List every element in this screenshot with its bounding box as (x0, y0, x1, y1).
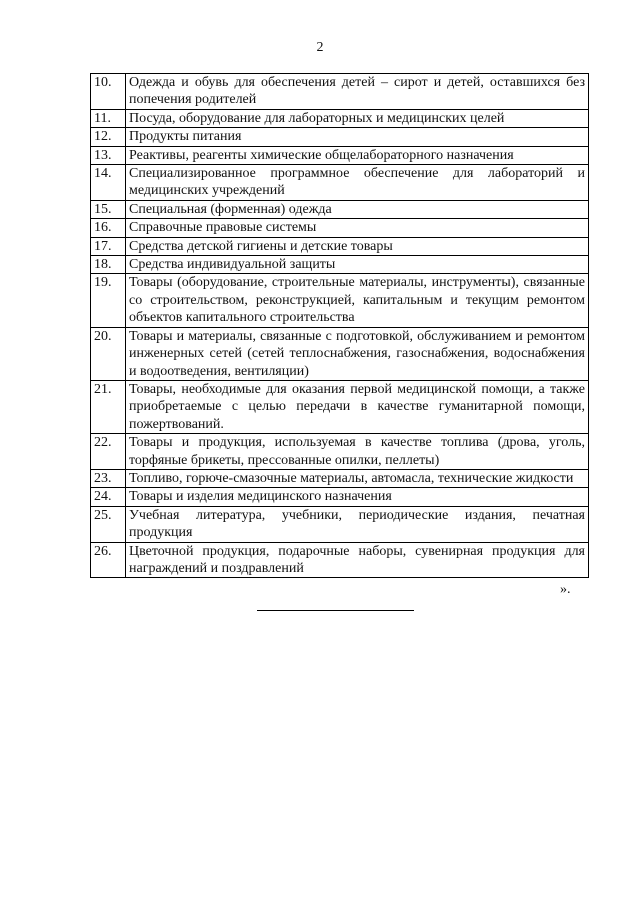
row-number: 10. (91, 74, 126, 110)
row-number: 16. (91, 219, 126, 237)
row-description: Справочные правовые системы (126, 219, 589, 237)
table-row (91, 146, 589, 164)
items-table (90, 73, 589, 578)
table-row (91, 219, 589, 237)
row-number: 25. (91, 506, 126, 542)
table-row (91, 200, 589, 218)
table-row (91, 74, 589, 110)
row-description: Средства индивидуальной защиты (126, 256, 589, 274)
table-row (91, 256, 589, 274)
row-description: Специализированное программное обеспечение для лабораторий и медицинских учреждений (126, 165, 589, 201)
row-description: Одежда и обувь для обеспечения детей – сирот и детей, оставшихся без попечения родителей (126, 74, 589, 110)
row-description: Товары (оборудование, строительные материалы, инструменты), связанные со строительством, реконструкцией, капитальным и текущим ремонтом объектов капитального строительства (126, 274, 589, 327)
row-number: 14. (91, 165, 126, 201)
table-row (91, 128, 589, 146)
row-number: 23. (91, 469, 126, 487)
row-description: Посуда, оборудование для лабораторных и медицинских целей (126, 109, 589, 127)
table-row (91, 109, 589, 127)
row-number: 24. (91, 488, 126, 506)
row-description: Средства детской гигиены и детские товары (126, 237, 589, 255)
table-row (91, 542, 589, 578)
end-separator-line (257, 610, 414, 611)
row-description: Специальная (форменная) одежда (126, 200, 589, 218)
row-number: 19. (91, 274, 126, 327)
row-number: 13. (91, 146, 126, 164)
row-description: Товары, необходимые для оказания первой медицинской помощи, а также приобретаемые с целью передачи в качестве гуманитарной помощи, пожертвований. (126, 380, 589, 433)
table-row (91, 434, 589, 470)
row-description: Продукты питания (126, 128, 589, 146)
table-row (91, 488, 589, 506)
table-row (91, 165, 589, 201)
row-number: 11. (91, 109, 126, 127)
table-row (91, 327, 589, 380)
row-description: Товары и изделия медицинского назначения (126, 488, 589, 506)
table-row (91, 506, 589, 542)
row-description: Топливо, горюче-смазочные материалы, автомасла, технические жидкости (126, 469, 589, 487)
table-row (91, 274, 589, 327)
row-description: Товары и продукция, используемая в качестве топлива (дрова, уголь, торфяные брикеты, прессованные опилки, пеллеты) (126, 434, 589, 470)
table-row (91, 237, 589, 255)
row-number: 15. (91, 200, 126, 218)
table-row (91, 469, 589, 487)
row-description: Цветочной продукция, подарочные наборы, сувенирная продукция для награждений и поздравлений (126, 542, 589, 578)
row-number: 17. (91, 237, 126, 255)
table-row (91, 380, 589, 433)
row-number: 12. (91, 128, 126, 146)
row-number: 18. (91, 256, 126, 274)
row-number: 20. (91, 327, 126, 380)
row-description: Реактивы, реагенты химические общелабораторного назначения (126, 146, 589, 164)
row-description: Товары и материалы, связанные с подготовкой, обслуживанием и ремонтом инженерных сетей (сетей теплоснабжения, газоснабжения, водоснабжения и водоотведения, вентиляции) (126, 327, 589, 380)
items-table-body (91, 74, 589, 578)
row-number: 26. (91, 542, 126, 578)
row-number: 22. (91, 434, 126, 470)
row-number: 21. (91, 380, 126, 433)
row-description: Учебная литература, учебники, периодические издания, печатная продукция (126, 506, 589, 542)
closing-quote-mark: ». (560, 582, 571, 597)
page-number: 2 (316, 40, 324, 55)
